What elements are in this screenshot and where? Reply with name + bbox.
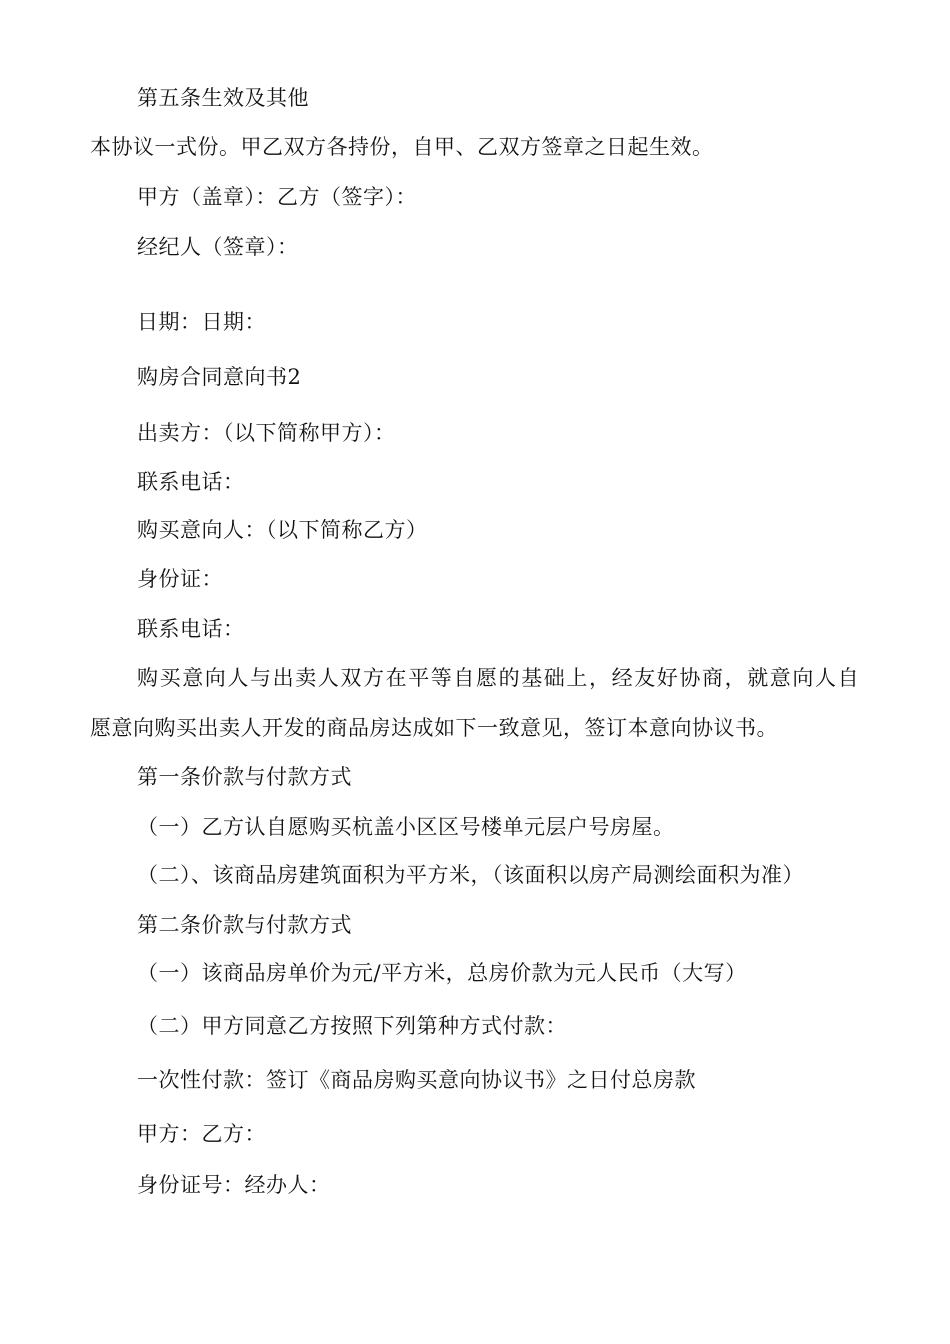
id-handler-line: 身份证号：经办人： bbox=[137, 1173, 331, 1197]
agreement-copies-text: 本协议一式份。甲乙双方各持份，自甲、乙双方签章之日起生效。 bbox=[90, 135, 714, 159]
document-title: 购房合同意向书2 bbox=[137, 365, 302, 389]
date-line: 日期：日期： bbox=[137, 310, 266, 334]
article-1-item-2: （二）、该商品房建筑面积为平方米，（该面积以房产局测绘面积为准） bbox=[137, 863, 804, 887]
party-signature-line: 甲方（盖章）：乙方（签字）： bbox=[137, 185, 417, 209]
lump-sum-payment-line: 一次性付款：签订《商品房购买意向协议书》之日付总房款 bbox=[137, 1068, 696, 1092]
article-2-item-1: （一）该商品房单价为元/平方米，总房价款为元人民币（大写） bbox=[137, 961, 747, 985]
intro-paragraph-line-2: 愿意向购买出卖人开发的商品房达成如下一致意见，签订本意向协议书。 bbox=[90, 716, 778, 740]
article-5-heading: 第五条生效及其他 bbox=[137, 86, 309, 110]
parties-footer-line: 甲方：乙方： bbox=[137, 1122, 266, 1146]
article-1-item-1: （一）乙方认自愿购买杭盖小区区号楼单元层户号房屋。 bbox=[137, 815, 675, 839]
article-1-heading: 第一条价款与付款方式 bbox=[137, 765, 352, 789]
buyer-line: 购买意向人：（以下简称乙方） bbox=[137, 518, 428, 542]
article-2-item-2: （二）甲方同意乙方按照下列第种方式付款： bbox=[137, 1014, 567, 1038]
seller-phone-line: 联系电话： bbox=[137, 470, 245, 494]
buyer-phone-line: 联系电话： bbox=[137, 617, 245, 641]
buyer-id-line: 身份证： bbox=[137, 567, 223, 591]
agent-signature-line: 经纪人（签章）： bbox=[137, 235, 299, 259]
intro-paragraph-line-1: 购买意向人与出卖人双方在平等自愿的基础上，经友好协商，就意向人自 bbox=[137, 666, 861, 690]
seller-line: 出卖方：（以下简称甲方）： bbox=[137, 421, 396, 445]
article-2-heading: 第二条价款与付款方式 bbox=[137, 913, 352, 937]
